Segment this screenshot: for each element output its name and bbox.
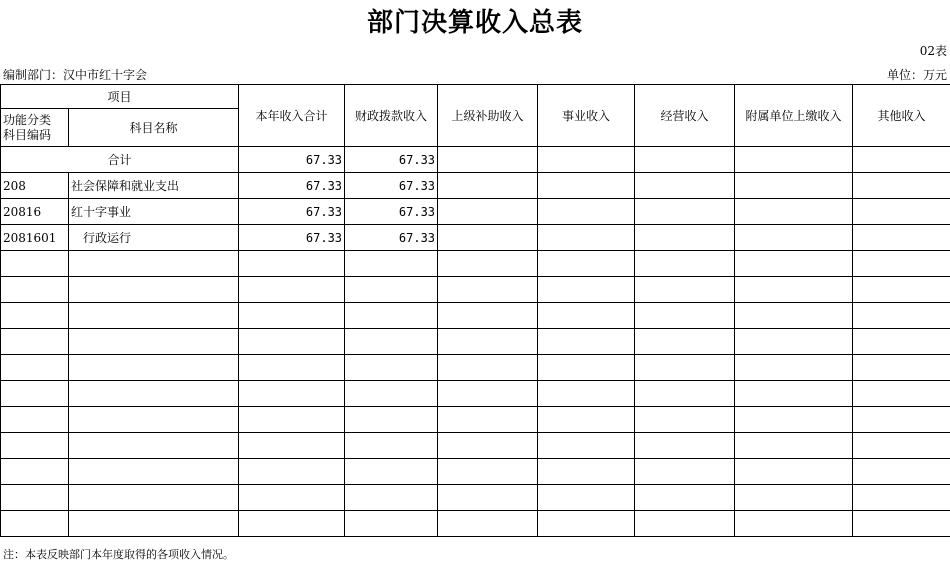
- row-name: 社会保障和就业支出: [69, 173, 239, 199]
- row-name: 行政运行: [69, 225, 239, 251]
- unit-label: 单位：万元: [886, 68, 947, 82]
- table-row: [1, 199, 950, 225]
- row-fiscal: 67.33: [345, 199, 438, 225]
- row-total: 67.33: [239, 199, 345, 225]
- header-item: 项目: [1, 85, 239, 109]
- table-row: [1, 173, 950, 199]
- footnote: 注：本表反映部门本年度取得的各项收入情况。: [3, 548, 234, 561]
- header-other: 其他收入: [853, 85, 950, 147]
- row-total: 67.33: [239, 225, 345, 251]
- income-summary-table: [0, 84, 950, 537]
- header-func-code-line2: 科目编码: [3, 127, 52, 142]
- empty-row: [1, 381, 950, 407]
- empty-row: [1, 355, 950, 381]
- empty-row: [1, 485, 950, 511]
- header-func-code-line1: 功能分类: [3, 112, 52, 127]
- row-code: 2081601: [1, 225, 69, 251]
- row-code: 208: [1, 173, 69, 199]
- header-superior-subsidy: 上级补助收入: [438, 85, 538, 147]
- empty-row: [1, 433, 950, 459]
- total-label: 合计: [1, 147, 239, 173]
- form-number: 02表: [919, 44, 947, 58]
- empty-row: [1, 511, 950, 537]
- empty-row: [1, 459, 950, 485]
- total-fiscal-cell: 67.33: [345, 147, 438, 173]
- table-row: [1, 225, 950, 251]
- total-income-cell: 67.33: [239, 147, 345, 173]
- empty-row: [1, 407, 950, 433]
- empty-row: [1, 277, 950, 303]
- report-title: 部门决算收入总表: [366, 8, 583, 38]
- header-subsidiary: 附属单位上缴收入: [735, 85, 853, 147]
- row-fiscal: 67.33: [345, 225, 438, 251]
- header-subject-name: 科目名称: [69, 109, 239, 147]
- department-label: 编制部门：汉中市红十字会: [3, 68, 148, 82]
- row-total: 67.33: [239, 173, 345, 199]
- header-total-income: 本年收入合计: [239, 85, 345, 147]
- row-name: 红十字事业: [69, 199, 239, 225]
- empty-row: [1, 303, 950, 329]
- row-fiscal: 67.33: [345, 173, 438, 199]
- empty-row: [1, 329, 950, 355]
- header-fiscal: 财政拨款收入: [345, 85, 438, 147]
- empty-row: [1, 251, 950, 277]
- header-operating: 经营收入: [635, 85, 735, 147]
- row-code: 20816: [1, 199, 69, 225]
- header-business: 事业收入: [538, 85, 635, 147]
- total-row: [1, 147, 950, 173]
- header-func-code: [1, 109, 69, 147]
